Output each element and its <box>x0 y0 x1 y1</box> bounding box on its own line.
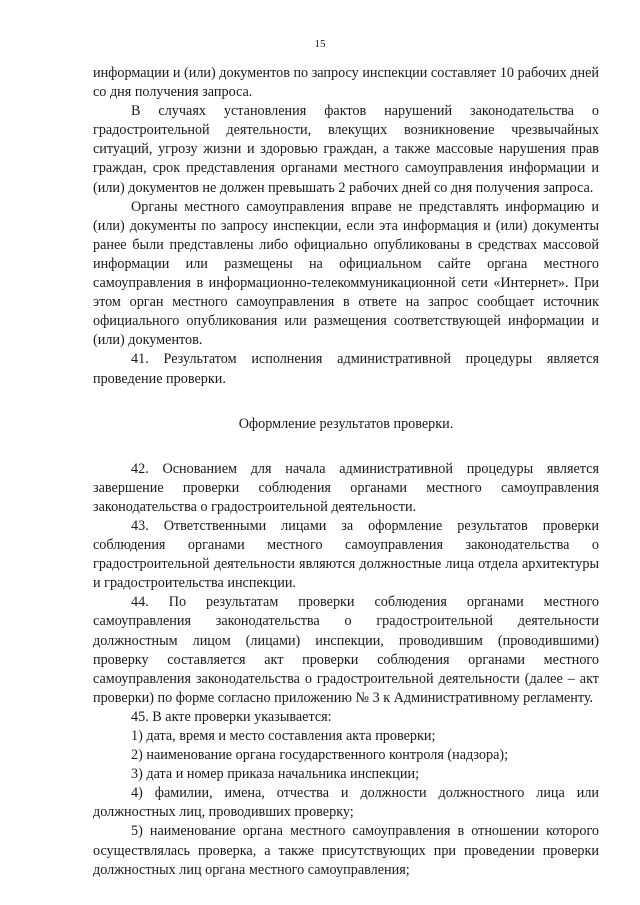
paragraph-42: 42. Основанием для начала административной процедуры является завершение проверки соблюдения органами местного самоуправления законодательства о градостроительной деятельности. <box>93 460 599 515</box>
paragraph-41: 41. Результатом исполнения административной процедуры является проведение проверки. <box>93 351 599 387</box>
list-item-2: 2) наименование органа государственного контроля (надзора); <box>131 747 509 764</box>
page-number: 15 <box>314 38 326 50</box>
list-item-5: 5) наименование органа местного самоуправления в отношении которого осуществлялась проверка, а также присутствующих при проведении проверки должностных лиц органа местного самоуправления; <box>93 823 599 878</box>
paragraph-45: 45. В акте проверки указывается: <box>131 708 332 725</box>
paragraph-43: 43. Ответственными лицами за оформление результатов проверки соблюдения органами местного самоуправления законодательства о градостроительной деятельности являются должностные лица отдела архитектуры и градостроительства инспекции. <box>93 517 599 592</box>
paragraph-exemption: Органы местного самоуправления вправе не представлять информацию и (или) документы по запросу инспекции, если эта информация и (или) документы ранее были представлены либо официально опубликованы в средствах массовой информации или размещены на официальном сайте органа местного самоуправления в информационно-телекоммуникационной сети «Интернет». При этом орган местного самоуправления в ответе на запрос сообщает источник официального опубликования или размещения соответствующей информации и (или) документов. <box>93 198 599 349</box>
paragraph-44: 44. По результатам проверки соблюдения органами местного самоуправления законодательства о градостроительной деятельности должностным лицом (лицами) инспекции, проводившим (проводившими) проверку составляется акт проверки соблюдения органами местного самоуправления законодательства о градостроительной деятельности (далее – акт проверки) по форме согласно приложению № 3 к Административному регламенту. <box>93 594 599 706</box>
paragraph-continuation: информации и (или) документов по запросу инспекции составляет 10 рабочих дней со дня получения запроса. <box>93 65 599 101</box>
list-item-3: 3) дата и номер приказа начальника инспекции; <box>131 766 420 783</box>
list-item-4: 4) фамилии, имена, отчества и должности должностного лица или должностных лиц, проводивших проверку; <box>93 785 599 821</box>
section-heading: Оформление результатов проверки. <box>238 415 454 432</box>
list-item-1: 1) дата, время и место составления акта проверки; <box>131 728 436 744</box>
paragraph-emergency-deadline: В случаях установления фактов нарушений законодательства о градостроительной деятельности, влекущих возникновение чрезвычайных ситуаций, угрозу жизни и здоровью граждан, а также массовые нарушения прав граждан, срок представления органами местного самоуправления информации и (или) документов не должен превышать 2 рабочих дней со дня получения запроса. <box>93 103 599 196</box>
document-body <box>93 64 599 880</box>
